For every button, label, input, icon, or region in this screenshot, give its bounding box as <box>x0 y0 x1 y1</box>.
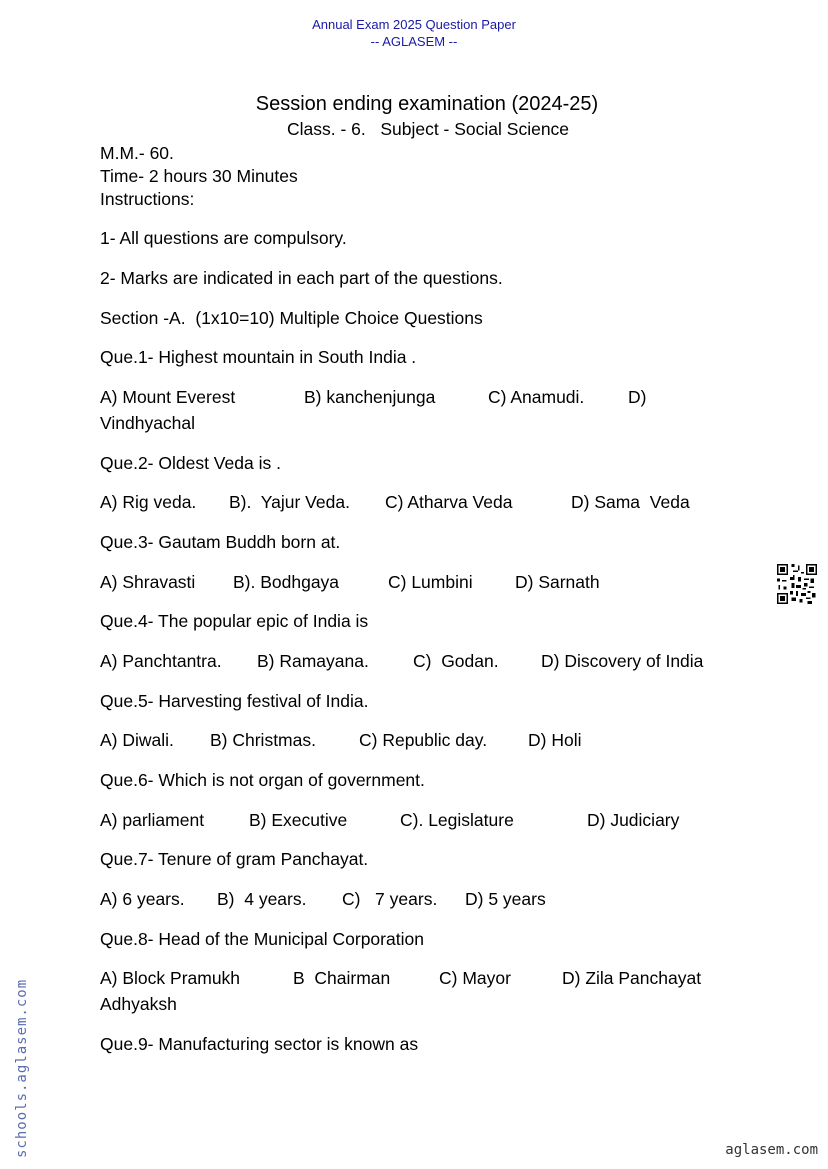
option: A) Panchtantra. <box>100 651 222 671</box>
exam-subtitle: Class. - 6. Subject - Social Science <box>286 119 570 139</box>
max-marks: M.M.- 60. <box>100 143 174 163</box>
option: D) <box>628 387 647 407</box>
option: A) Shravasti <box>100 572 196 592</box>
question-text: Que.9- Manufacturing sector is known as <box>100 1034 419 1054</box>
footer-brand: aglasem.com <box>725 1142 818 1158</box>
header-line-1: Annual Exam 2025 Question Paper <box>312 17 516 32</box>
header-line-2: -- AGLASEM -- <box>370 34 458 49</box>
option: D) Discovery of India <box>541 651 704 671</box>
option: C) Mayor <box>439 968 511 988</box>
option: A) 6 years. <box>100 889 185 909</box>
option: B) Ramayana. <box>257 651 369 671</box>
option: A) Mount Everest <box>100 387 236 407</box>
question-text: Que.5- Harvesting festival of India. <box>100 691 369 711</box>
option: A) Rig veda. <box>100 492 197 512</box>
option: A) parliament <box>100 810 205 830</box>
question-text: Que.1- Highest mountain in South India . <box>100 347 417 367</box>
qr-code-icon <box>777 564 817 604</box>
question-text: Que.6- Which is not organ of government. <box>100 770 425 790</box>
option: C). Legislature <box>400 810 514 830</box>
option: D) Zila Panchayat <box>562 968 702 988</box>
option: B) Executive <box>249 810 348 830</box>
option: A) Block Pramukh <box>100 968 241 988</box>
option: B) kanchenjunga <box>304 387 436 407</box>
instruction-item: 2- Marks are indicated in each part of the questions. <box>100 268 503 288</box>
option: B Chairman <box>293 968 391 988</box>
option: B) Christmas. <box>210 730 316 750</box>
question-text: Que.8- Head of the Municipal Corporation <box>100 929 424 949</box>
option: D) Sarnath <box>515 572 600 592</box>
exam-title: Session ending examination (2024-25) <box>255 93 599 115</box>
option-continued: Adhyaksh <box>100 994 177 1014</box>
option: D) Sama Veda <box>571 492 690 512</box>
option: D) 5 years <box>465 889 546 909</box>
question-text: Que.4- The popular epic of India is <box>100 611 369 631</box>
option: C) Anamudi. <box>488 387 585 407</box>
instruction-item: 1- All questions are compulsory. <box>100 228 347 248</box>
section-title: Section -A. (1x10=10) Multiple Choice Questions <box>100 308 483 328</box>
question-text: Que.7- Tenure of gram Panchayat. <box>100 849 369 869</box>
option: B). Bodhgaya <box>233 572 340 592</box>
time-duration: Time- 2 hours 30 Minutes <box>100 166 298 186</box>
option: B) 4 years. <box>217 889 307 909</box>
side-watermark: schools.aglasem.com <box>14 978 30 1158</box>
question-text: Que.2- Oldest Veda is . <box>100 453 281 473</box>
option-continued: Vindhyachal <box>100 413 196 433</box>
instructions-label: Instructions: <box>100 189 195 209</box>
option: A) Diwali. <box>100 730 174 750</box>
option: C) Godan. <box>413 651 499 671</box>
option: B). Yajur Veda. <box>229 492 350 512</box>
option: D) Judiciary <box>587 810 680 830</box>
question-text: Que.3- Gautam Buddh born at. <box>100 532 341 552</box>
option: C) 7 years. <box>342 889 438 909</box>
option: C) Lumbini <box>388 572 473 592</box>
option: D) Holi <box>528 730 582 750</box>
option: C) Atharva Veda <box>385 492 513 512</box>
option: C) Republic day. <box>359 730 488 750</box>
